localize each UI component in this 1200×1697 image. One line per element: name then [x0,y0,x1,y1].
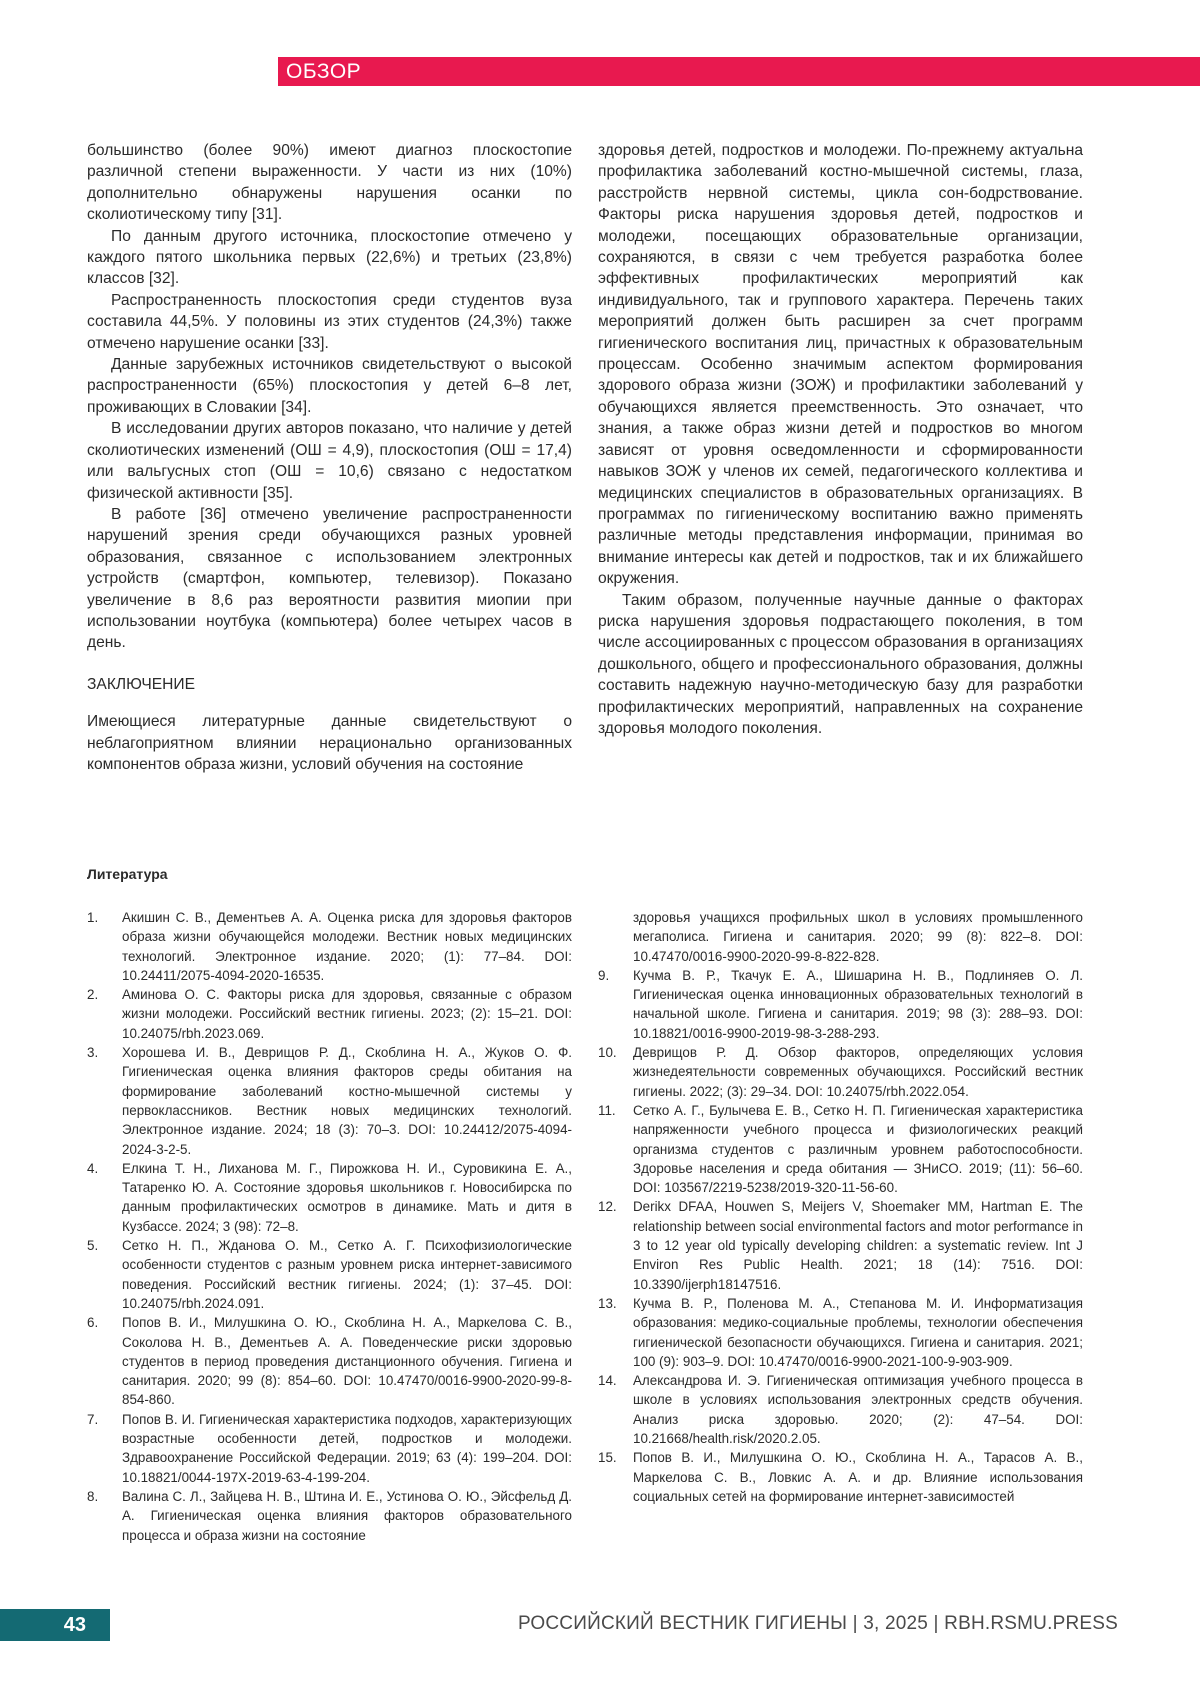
references-list-left [87,908,572,1545]
reference-item [598,966,1083,1043]
reference-text: Попов В. И. Гигиеническая характеристика подходов, характеризующих возрастные особенности детей, подростков и молодежи. Здравоохранение Российской Федерации. 2019; 63 (4): 199–204. DOI: 10.18821/0044-197X-2019-63-4-199-204. [122,1411,572,1485]
reference-item [87,1313,572,1409]
reference-number: 10. [598,1045,617,1061]
reference-number: 4. [87,1160,99,1176]
reference-text: Попов В. И., Милушкина О. Ю., Скоблина Н. А., Тарасов А. В., Маркелова С. В., Ловкис А. А. и др. Влияние использования социальных сетей на формирование интернет-зависимостей [633,1450,1083,1504]
body-column-right [598,140,1083,739]
references-title: Литература [87,866,168,882]
paragraph: Данные зарубежных источников свидетельствуют о высокой распространенности (65%) плоскостопия у детей 6–8 лет, проживающих в Словакии [34]. [87,356,572,416]
reference-item [598,1197,1083,1293]
reference-item [87,1487,572,1545]
reference-text: Сетко Н. П., Жданова О. М., Сетко А. Г. Психофизиологические особенности студентов с разным уровнем риска интернет-зависимого поведения. Российский вестник гигиены. 2024; (1): 37–45. DOI: 10.24075/rbh.2024.091. [122,1238,572,1311]
conclusion-heading: ЗАКЛЮЧЕНИЕ [87,675,196,693]
reference-number: 9. [598,967,610,983]
reference-number: 1. [87,910,99,925]
reference-item [87,1159,572,1236]
reference-item [598,1371,1083,1448]
reference-number: 15. [598,1450,617,1466]
reference-item [598,1043,1083,1101]
reference-text: Derikx DFAA, Houwen S, Meijers V, Shoemaker MM, Hartman E. The relationship between social environmental factors and motor performance in 3 to 12 year old typically developing children: a systematic review. Int J Environ Res Public Health. 2021; 18 (14): 7516. DOI: 10.3390/ijerph18147516. [633,1199,1083,1292]
page-number: 43 [0,1609,110,1641]
reference-text: Сетко А. Г., Булычева Е. В., Сетко Н. П. Гигиеническая характеристика напряженности учебного процесса и физиологических реакций организма студентов с различным уровнем работоспособности. Здоровье населения и среда обитания — ЗНиСО. 2019; (11): 56–60. DOI: 103567/2219-5238/2019-320-11-56-60. [633,1102,1083,1196]
paragraph: В исследовании других авторов показано, что наличие у детей сколиотических изменений (ОШ = 4,9), плоскостопия (ОШ = 17,4) или вальгусных стоп (ОШ = 10,6) связано с недостатком физической активности [35]. [87,420,572,502]
reference-text: Хорошева И. В., Деврищов Р. Д., Скоблина Н. А., Жуков О. Ф. Гигиеническая оценка влияния факторов среды обитания на формирование заболеваний костно-мышечной системы у первоклассников. Вестник новых медицинских технологий. Электронное издание. 2024; 18 (3): 70–3. DOI: 10.24412/2075-4094-2024-3-2-5. [122,1045,572,1157]
reference-continuation [598,908,1083,966]
reference-item [598,1101,1083,1197]
reference-number: 11. [598,1102,616,1118]
reference-number: 8. [87,1488,99,1504]
reference-text: Кучма В. Р., Поленова М. А., Степанова М. И. Информатизация образования: медико-социальные проблемы, технологии обеспечения гигиенической безопасности обучающихся. Гигиена и санитария. 2021; 100 (9): 903–9. DOI: 10.47470/0016-9900-2021-100-9-903-909. [633,1295,1083,1369]
reference-item [87,908,572,985]
paragraph: Имеющиеся литературные данные свидетельствуют о неблагоприятном влиянии нерационально организованных компонентов образа жизни, условий обучения на состояние [87,713,572,773]
reference-text: Александрова И. Э. Гигиеническая оптимизация учебного процесса в школе в условиях использования электронных средств обучения. Анализ риска здоровью. 2020; (2): 47–54. DOI: 10.21668/health.risk/2020.2.05. [633,1373,1083,1447]
journal-footer: РОССИЙСКИЙ ВЕСТНИК ГИГИЕНЫ | 3, 2025 | RBH.RSMU.PRESS [517,1613,1118,1634]
reference-item [87,1236,572,1313]
reference-text: Аминова О. С. Факторы риска для здоровья, связанные с образом жизни молодежи. Российский вестник гигиены. 2023; (2): 15–21. DOI: 10.24075/rbh.2023.069. [122,987,572,1041]
reference-number: 13. [598,1295,617,1311]
reference-number: 3. [87,1045,99,1061]
paragraph: Распространенность плоскостопия среди студентов вуза составила 44,5%. У половины из этих студентов (24,3%) также отмечено нарушение осанки [33]. [87,291,572,352]
references-list-right [598,908,1083,1506]
reference-item [87,985,572,1043]
reference-item [87,1410,572,1487]
reference-text: здоровья учащихся профильных школ в условиях промышленного мегаполиса. Гигиена и санитария. 2020; 99 (8): 822–8. DOI: 10.47470/0016-9900-2020-99-8-822-828. [633,910,1083,964]
paragraph: В работе [36] отмечено увеличение распространенности нарушений зрения среди обучающихся разных уровней образования, связанное с использованием электронных устройств (смартфон, компьютер, телевизор). Показано увеличение в 8,6 раз вероятности развития миопии при использовании ноутбука (компьютера) более четырех часов в день. [87,505,572,652]
paragraph: большинство (более 90%) имеют диагноз плоскостопие различной степени выраженности. У части из них (10%) дополнительно обнаружены нарушения осанки по сколиотическому типу [31]. [87,142,572,224]
reference-text: Акишин С. В., Дементьев А. А. Оценка риска для здоровья факторов образа жизни обучающейся молодежи. Вестник новых медицинских технологий. Электронное издание. 2020; (1): 77–84. DOI: 10.24411/2075-4094-2020-16535. [122,910,572,983]
section-label: ОБЗОР [278,57,1200,86]
reference-text: Елкина Т. Н., Лиханова М. Г., Пирожкова Н. И., Суровикина Е. А., Татаренко Ю. А. Состояние здоровья школьников г. Новосибирска по данным профилактических осмотров в динамике. Мать и дитя в Кузбассе. 2024; 3 (98): 72–8. [122,1160,572,1234]
reference-number: 12. [598,1199,617,1215]
paragraph: здоровья детей, подростков и молодежи. По-прежнему актуальна профилактика заболеваний костно-мышечной системы, глаза, расстройств нервной системы, цикла сон-бодрствование. Факторы риска нарушения здоровья детей, подростков и молодежи, посещающих образовательные организации, сохраняются, в связи с чем требуется разработка более эффективных профилактических мероприятий как индивидуального, так и группового характера. Перечень таких мероприятий должен быть расширен за счет программ гигиенического воспитания лиц, причастных к образовательным процессам. Особенно значимым аспектом формирования здорового образа жизни (ЗОЖ) и профилактики заболеваний у обучающихся является преемственность. Это означает, что знания, а также образ жизни детей и подростков во многом зависят от уровня осведомленности и сформированности навыков ЗОЖ у членов их семей, педагогического коллектива и медицинских специалистов в образовательных организациях. В программах по гигиеническому воспитанию важно применять различные методы представления информации, принимая во внимание интересы как детей и подростков, так и их ближайшего окружения. [598,142,1083,588]
reference-text: Попов В. И., Милушкина О. Ю., Скоблина Н. А., Маркелова С. В., Соколова Н. В., Дементьев А. А. Поведенческие риски здоровью студентов в период проведения дистанционного обучения. Гигиена и санитария. 2020; 99 (8): 854–60. DOI: 10.47470/0016-9900-2020-99-8-854-860. [122,1315,572,1408]
reference-item [598,1448,1083,1506]
reference-number: 5. [87,1238,99,1254]
reference-number: 6. [87,1315,99,1331]
body-column-left [87,140,572,775]
paragraph: По данным другого источника, плоскостопие отмечено у каждого пятого школьника первых (22,6%) и третьих (23,8%) классов [32]. [87,227,572,288]
paragraph: Таким образом, полученные научные данные о факторах риска нарушения здоровья подрастающего поколения, в том числе ассоциированных с процессом образования в организациях дошкольного, общего и профессионального образования, должны составить надежную научно-методическую базу для разработки профилактических мероприятий, направленных на сохранение здоровья молодого поколения. [598,591,1083,737]
reference-number: 14. [598,1373,617,1389]
reference-text: Валина С. Л., Зайцева Н. В., Штина И. Е., Устинова О. Ю., Эйсфельд Д. А. Гигиеническая оценка влияния факторов образовательного процесса и образа жизни на состояние [122,1488,572,1543]
reference-item [87,1043,572,1159]
reference-number: 7. [87,1411,99,1427]
reference-text: Кучма В. Р., Ткачук Е. А., Шишарина Н. В., Подлиняев О. Л. Гигиеническая оценка инновационных образовательных технологий в начальной школе. Гигиена и санитария. 2019; 98 (3): 288–93. DOI: 10.18821/0016-9900-2019-98-3-288-293. [633,967,1083,1041]
reference-item [598,1294,1083,1371]
reference-text: Деврищов Р. Д. Обзор факторов, определяющих условия жизнедеятельности современных обучающихся. Российский вестник гигиены. 2022; (3): 29–34. DOI: 10.24075/rbh.2022.054. [633,1045,1083,1099]
reference-number: 2. [87,987,99,1003]
